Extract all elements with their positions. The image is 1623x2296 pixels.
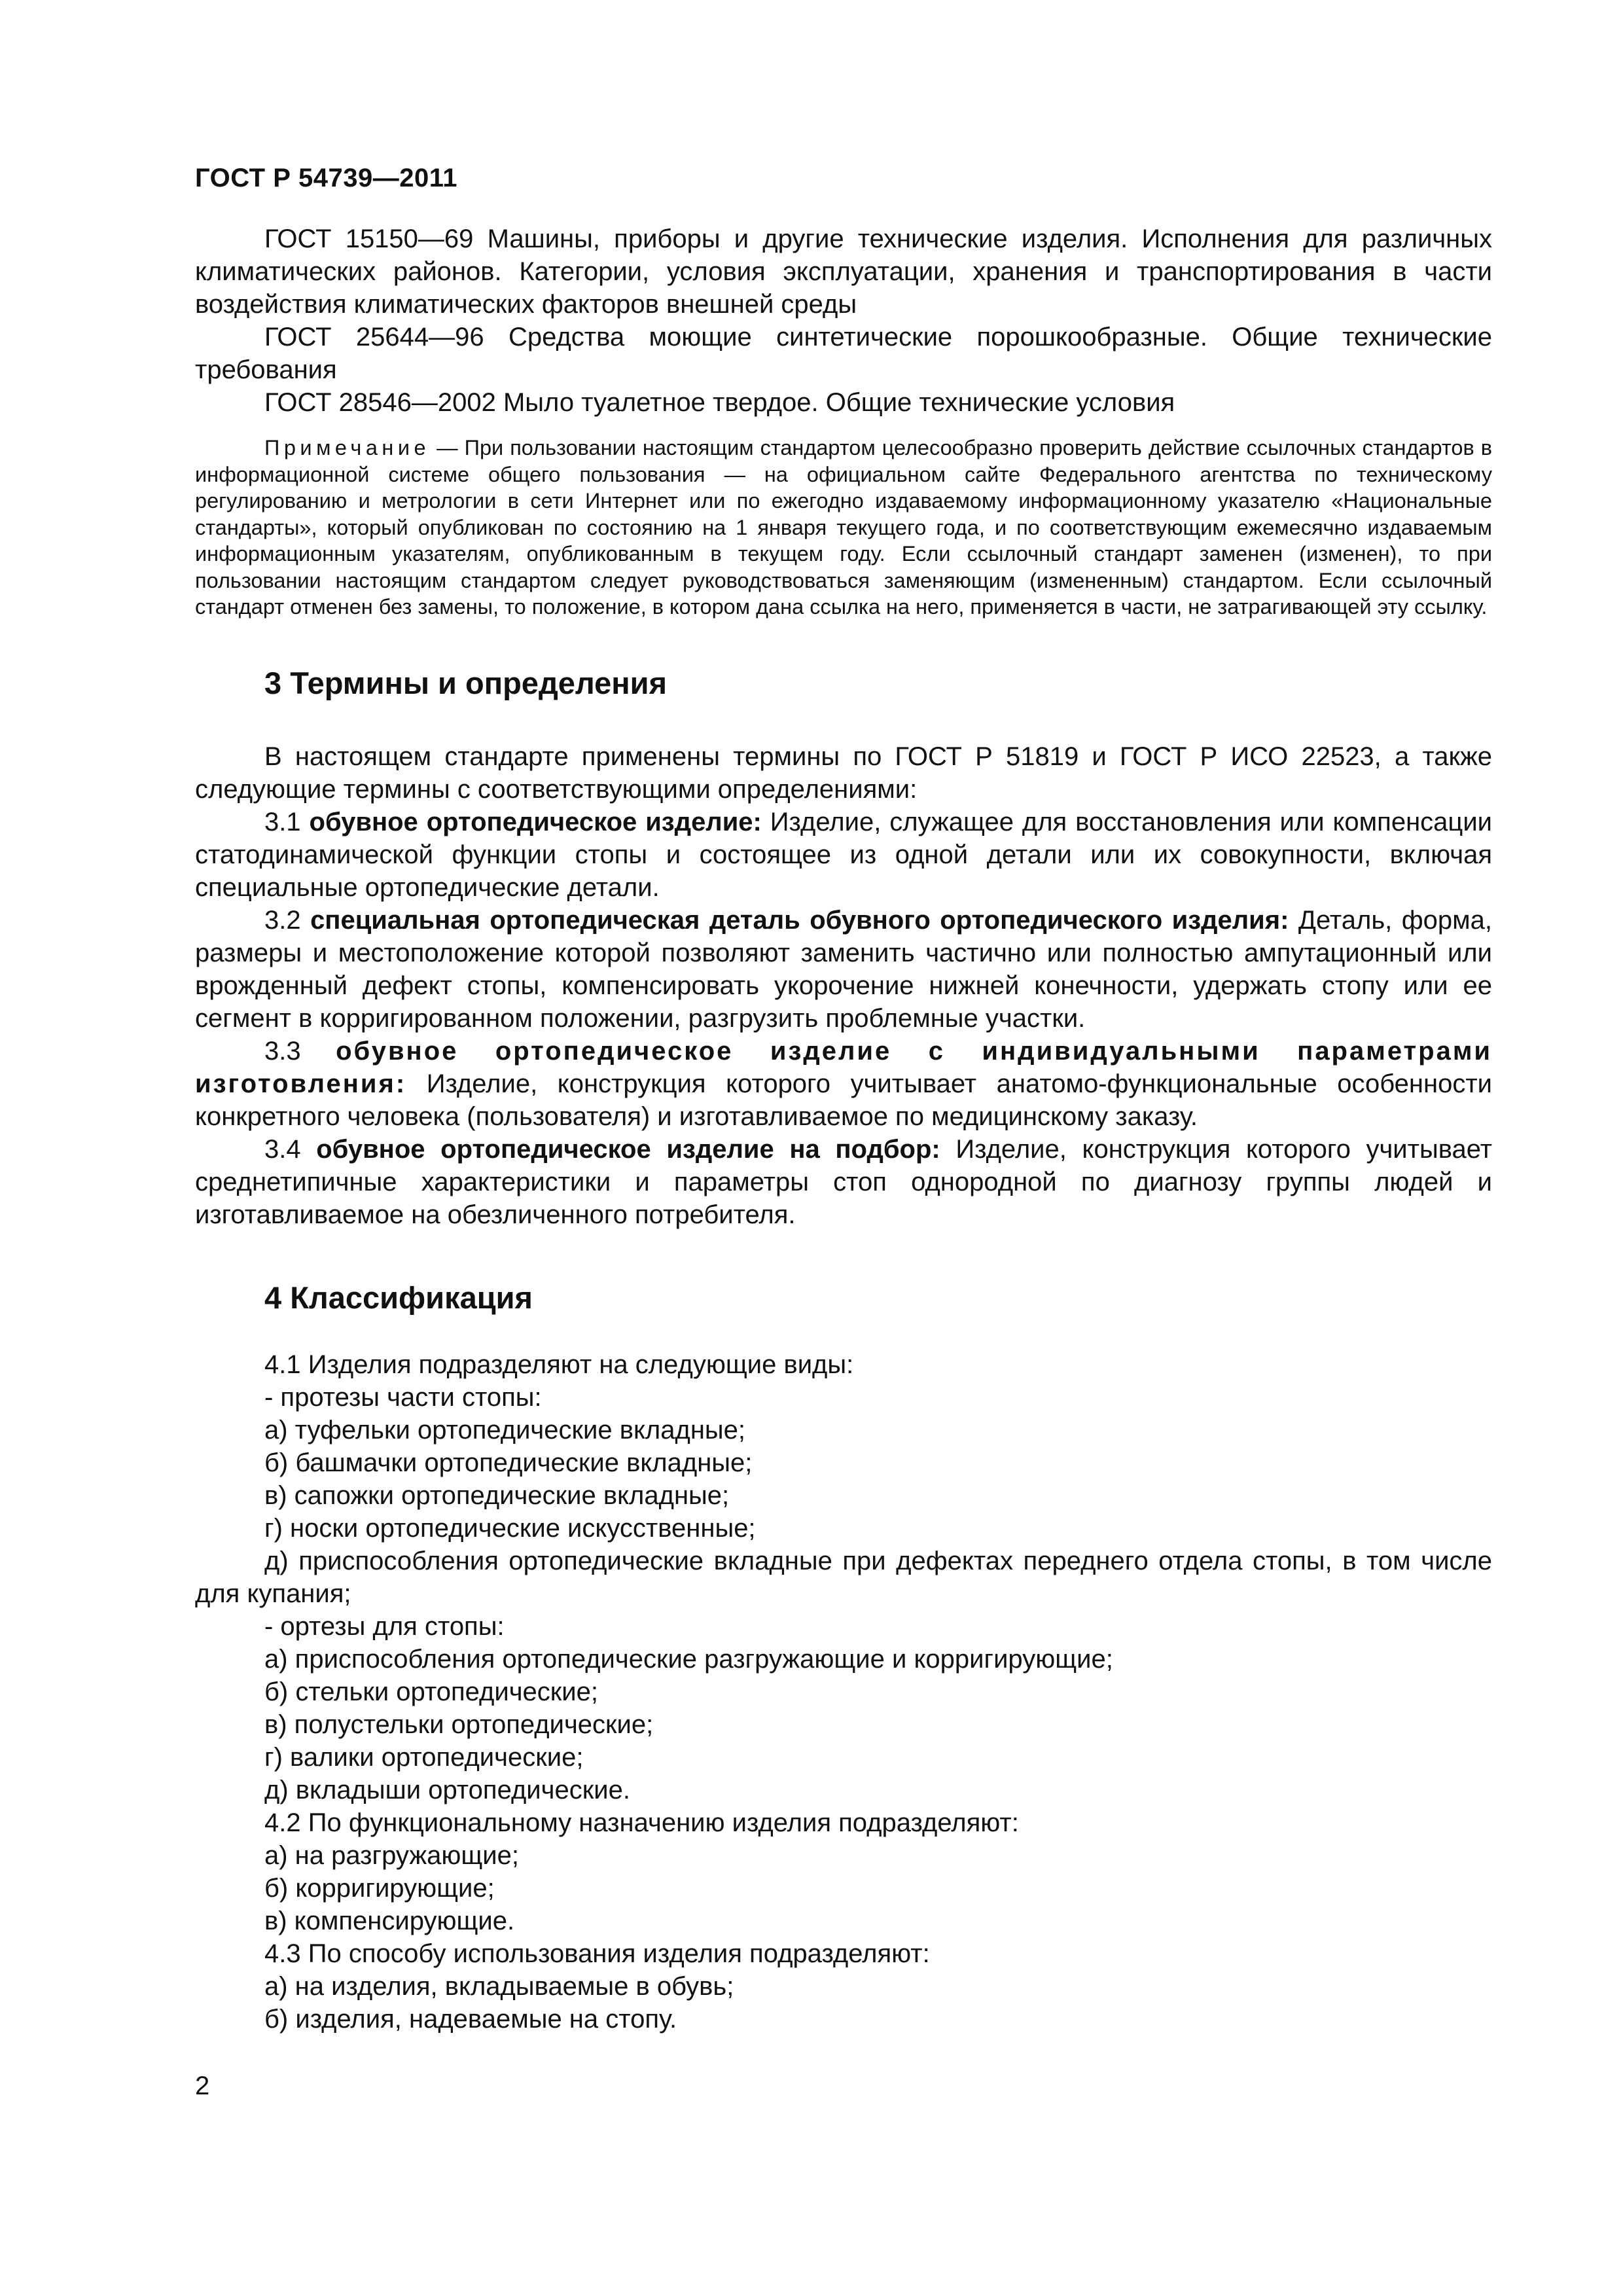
list-item-long: д) приспособления ортопедические вкладные при дефектах переднего отдела стопы, в том числе для купания; (195, 1546, 1492, 1608)
list-item: б) корригирующие; (264, 1873, 495, 1903)
section-4-heading: 4 Классификация (264, 1280, 533, 1315)
reference-gost-28546: ГОСТ 28546—2002 Мыло туалетное твердое. Общие технические условия (264, 388, 1175, 417)
term-definition: Изделие, конструкция которого учитывает анатомо-функциональные особенности конкретного человека (пользователя) и изготавливаемое по медицинскому заказу. (195, 1069, 1492, 1131)
list-item: 4.1 Изделия подразделяют на следующие виды: (264, 1350, 854, 1379)
page-number: 2 (195, 2072, 210, 2100)
page-content (195, 223, 1492, 2036)
section-3-intro: В настоящем стандарте применены термины по ГОСТ Р 51819 и ГОСТ Р ИСО 22523, а также следующие термины с соответствующими определениями: (195, 742, 1492, 804)
list-item: б) стельки ортопедические; (264, 1677, 598, 1706)
list-item: 4.2 По функциональному назначению изделия подразделяют: (264, 1808, 1019, 1837)
note-label: Примечание (264, 436, 431, 459)
list-item: а) туфельки ортопедические вкладные; (264, 1415, 746, 1444)
document-code-header: ГОСТ Р 54739—2011 (195, 164, 457, 192)
term-number: 3.2 (264, 905, 311, 935)
list-item: а) приспособления ортопедические разгружающие и корригирующие; (264, 1644, 1113, 1674)
note-text: — При пользовании настоящим стандартом целесообразно проверить действие ссылочных стандартов в информационной системе общего пользования — на официальном сайте Федерального агентства по техническому регулированию и метрологии в сети Интернет или по ежегодно издаваемому информационному указателю «Национальные стандарты», который опубликован по состоянию на 1 января текущего года, и по соответствующим ежемесячно издаваемым информационным указателям, опубликованным в текущем году. Если ссылочный стандарт заменен (изменен), то при пользовании настоящим стандартом следует руководствоваться заменяющим (измененным) стандартом. Если ссылочный стандарт отменен без замены, то положение, в котором дана ссылка на него, применяется в части, не затрагивающей эту ссылку. (195, 436, 1492, 619)
term-number: 3.4 (264, 1134, 317, 1164)
list-item: - ортезы для стопы: (264, 1611, 505, 1641)
term-definition: Изделие, служащее для восстановления или компенсации статодинамической функции стопы и состоящее из одной детали или их совокупности, включая специальные ортопедические детали. (195, 807, 1493, 902)
term-title: обувное ортопедическое изделие на подбор: (316, 1134, 940, 1164)
term-definition: Изделие, конструкция которого учитывает среднетипичные характеристики и параметры стоп однородной по диагнозу группы людей и изготавливаемое на обезличенного потребителя. (195, 1134, 1492, 1229)
list-item: г) носки ортопедические искусственные; (264, 1513, 756, 1543)
list-item: - протезы части стопы: (264, 1382, 542, 1412)
term-title: специальная ортопедическая деталь обувного ортопедического изделия: (310, 905, 1289, 935)
list-item: а) на разгружающие; (264, 1840, 519, 1870)
section-3-heading: 3 Термины и определения (264, 665, 667, 700)
list-item: б) изделия, надеваемые на стопу. (264, 2004, 677, 2034)
term-3-2 (195, 904, 1492, 1035)
term-number: 3.3 (264, 1036, 336, 1066)
term-definition: Деталь, форма, размеры и местоположение которой позволяют заменить частично или полностью ампутационный или врожденный дефект стопы, компенсировать укорочение нижней конечности, удержать стопу или ее сегмент в корригированном положении, разгрузить проблемные участки. (195, 905, 1492, 1033)
term-3-4 (195, 1133, 1492, 1231)
list-item: в) полустельки ортопедические; (264, 1710, 654, 1739)
note-paragraph (195, 435, 1492, 620)
list-item: а) на изделия, вкладываемые в обувь; (264, 1971, 734, 2001)
term-number: 3.1 (264, 807, 310, 836)
list-item: 4.3 По способу использования изделия подразделяют: (264, 1939, 930, 1968)
term-3-3 (195, 1035, 1492, 1133)
list-item: в) компенсирующие. (264, 1906, 515, 1935)
list-item: в) сапожки ортопедические вкладные; (264, 1480, 730, 1510)
term-title: обувное ортопедическое изделие с индивидуальными параметрами изготовления: (195, 1036, 1492, 1098)
list-item: г) валики ортопедические; (264, 1742, 584, 1772)
list-item: д) вкладыши ортопедические. (264, 1775, 630, 1804)
list-item: б) башмачки ортопедические вкладные; (264, 1448, 753, 1477)
term-3-1 (195, 806, 1492, 904)
reference-gost-15150: ГОСТ 15150—69 Машины, приборы и другие технические изделия. Исполнения для различных климатических районов. Категории, условия эксплуатации, хранения и транспортирования в части воздействия климатических факторов внешней среды (195, 224, 1492, 319)
term-title: обувное ортопедическое изделие: (309, 807, 762, 836)
reference-gost-25644: ГОСТ 25644—96 Средства моющие синтетические порошкообразные. Общие технические требования (195, 323, 1492, 384)
